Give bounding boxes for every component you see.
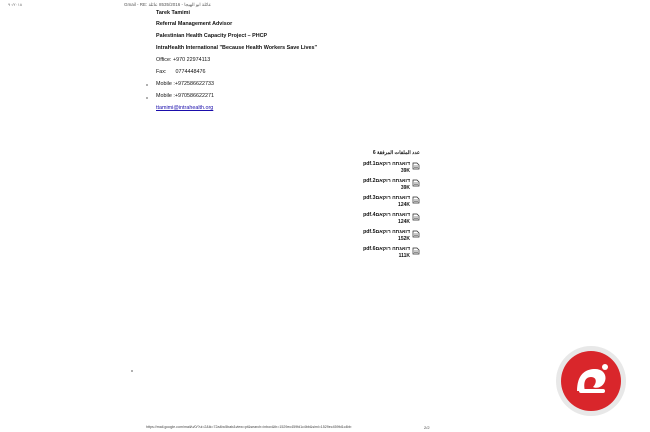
email-link[interactable]: ttamimi@intrahealth.org — [156, 105, 214, 111]
sender-project: Palestinian Health Capacity Project – PHCP — [156, 33, 268, 39]
fax-number: Fax: 0774448476 — [156, 69, 206, 75]
attachment-file-icon — [412, 162, 420, 170]
attachment-name: pdf.5דואגתה רוקאם — [363, 229, 410, 235]
page-number: 2/2 — [424, 425, 430, 430]
sender-org: IntraHealth International "Because Health Workers Save Lives" — [156, 45, 318, 51]
attachment-item[interactable] — [360, 178, 420, 194]
attachment-size: 124K — [398, 202, 410, 208]
mobile-1: Mobile :+972586622733 — [156, 81, 214, 87]
attachment-item[interactable] — [360, 229, 420, 245]
header-title: Gmail - RE: عائلة ابو الهيجا - 8535/2016 عائلة — [124, 2, 212, 7]
attachment-item[interactable] — [360, 212, 420, 228]
attachment-name: pdf.6דואגתה רוקאם — [363, 246, 410, 252]
office-phone: Office: +970 22974113 — [156, 57, 211, 63]
attachment-item[interactable] — [360, 246, 420, 262]
sender-name: Tarek Tamimi — [156, 10, 190, 16]
scan-dot — [146, 84, 148, 86]
attachment-name: pdf.1דואגתה רוקאם — [363, 161, 410, 167]
attachment-file-icon — [412, 213, 420, 221]
attachment-size: 39K — [400, 185, 410, 191]
scan-dot — [146, 97, 148, 99]
attachment-name: pdf.3דואגתה רוקאם — [363, 195, 410, 201]
mobile-2: Mobile :+970586622271 — [156, 93, 214, 99]
attachment-name: pdf.4דואגתה רוקאם — [363, 212, 410, 218]
attachment-item[interactable] — [360, 195, 420, 211]
attachment-size: 152K — [398, 236, 410, 242]
attachment-name: pdf.2דואגתה רוקאם — [363, 178, 410, 184]
maan-logo-icon — [555, 345, 627, 417]
scan-dot — [131, 370, 133, 372]
footer-url: https://mail.google.com/mail/u/0/?ui=2&ik=72a4bc5bab&view=pt&search=inbox&th=1529ec459fd1c4bb&siml=1529ec459fd1c4bb — [146, 425, 352, 429]
attachment-file-icon — [412, 179, 420, 187]
attachment-file-icon — [412, 247, 420, 255]
attachment-size: 39K — [400, 168, 410, 174]
sender-position: Referral Management Advisor — [156, 21, 233, 27]
attachment-file-icon — [412, 196, 420, 204]
header-date: ٩٠/٢٠١٨ — [8, 2, 23, 7]
attachment-size: 111K — [398, 253, 410, 259]
attachment-file-icon — [412, 230, 420, 238]
attachments-title: عدد الملفات المرفقة 6 — [372, 150, 420, 156]
attachment-size: 124K — [398, 219, 410, 225]
attachment-item[interactable] — [360, 161, 420, 177]
